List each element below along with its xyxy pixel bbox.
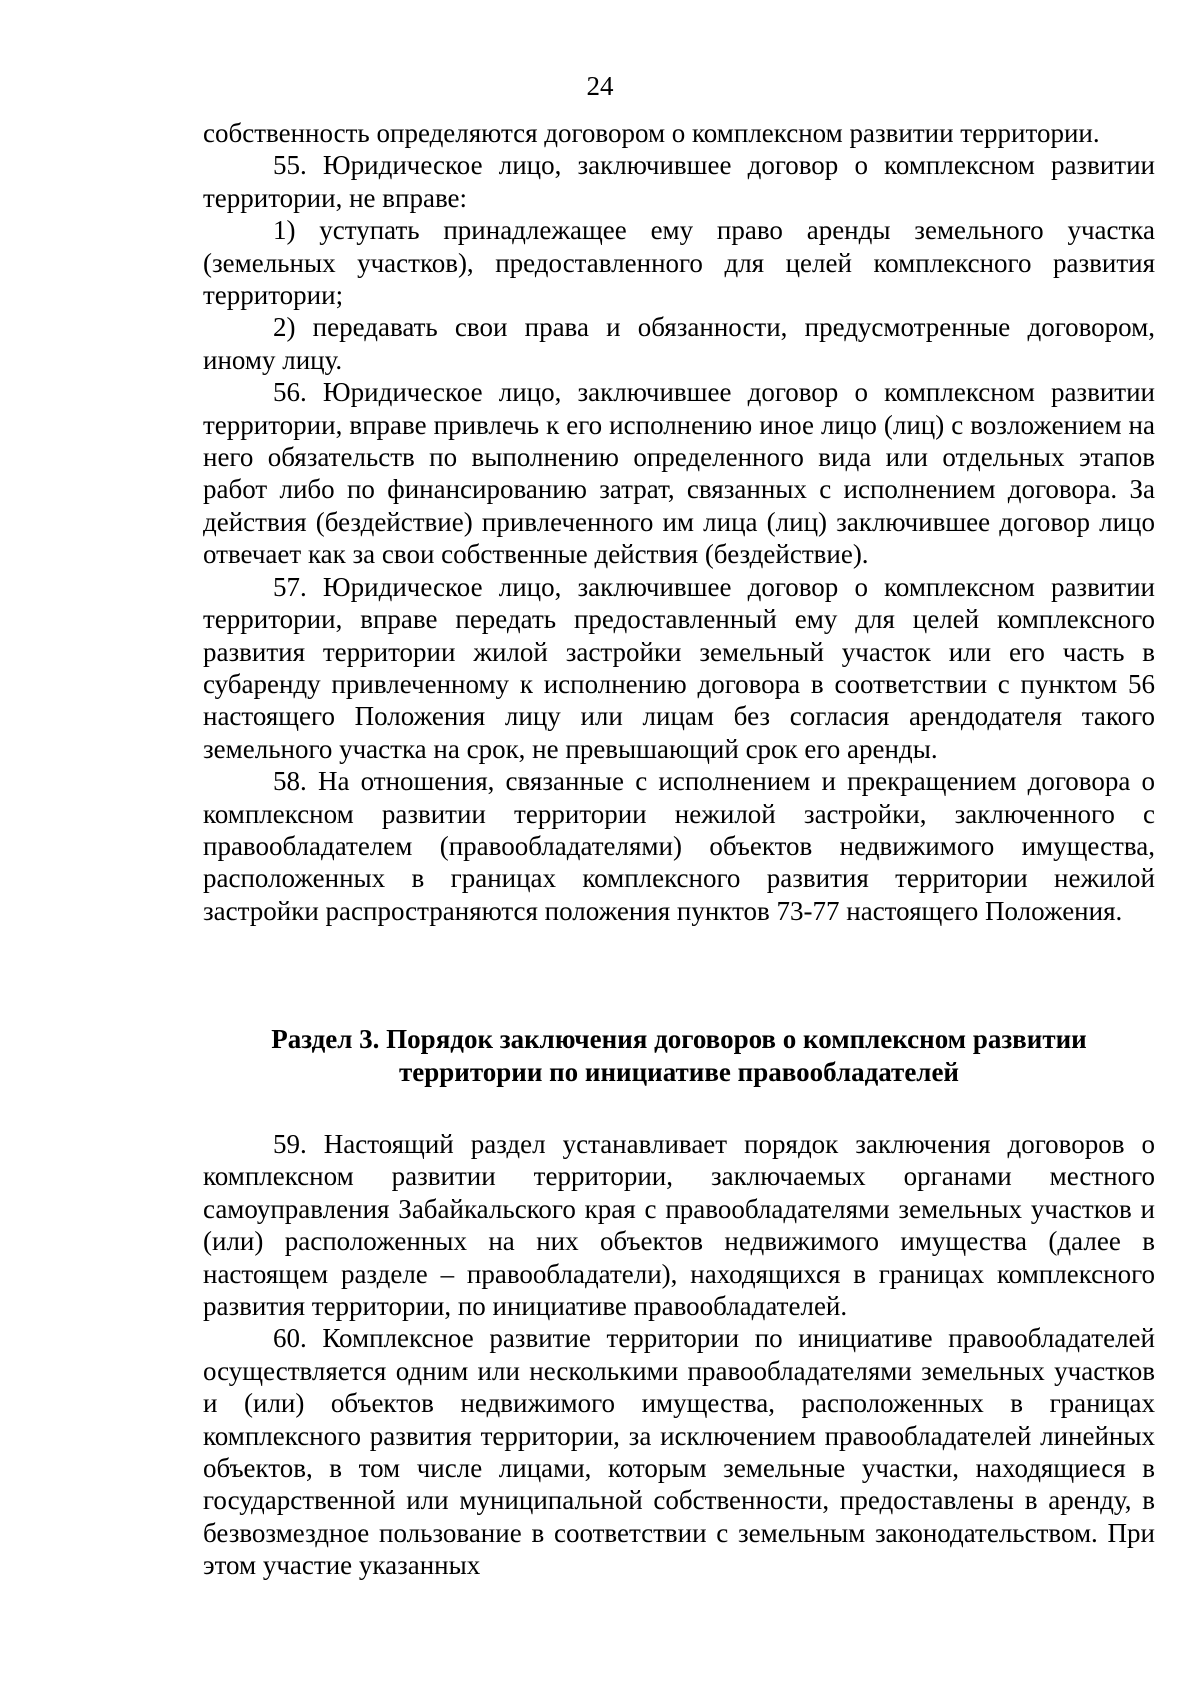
- paragraph-58: 58. На отношения, связанные с исполнением и прекращением договора о комплексном развитии территории нежилой застройки, заключенного с правообладателем (правообладателями) объектов недвижимого имущества, расположенных в границах комплексного развития территории нежилой застройки распространяются положения пунктов 73-77 настоящего Положения.: [203, 766, 1155, 926]
- body-text-top: [203, 117, 1155, 927]
- paragraph-55-item-1: 1) уступать принадлежащее ему право аренды земельного участка (земельных участков), предоставленного для целей комплексного развития территории;: [203, 215, 1155, 311]
- section-heading: [203, 1023, 1155, 1089]
- paragraph-57: 57. Юридическое лицо, заключившее договор о комплексном развитии территории, вправе передать предоставленный ему для целей комплексного развития территории жилой застройки земельный участок или его часть в субаренду привлеченному к исполнению договора в соответствии с пунктом 56 настоящего Положения лицу или лицам без согласия арендодателя такого земельного участка на срок, не превышающий срок его аренды.: [203, 571, 1155, 764]
- section-heading-line-1: Раздел 3. Порядок заключения договоров о комплексном развитии: [271, 1024, 1087, 1054]
- page-number: 24: [586, 71, 614, 101]
- paragraph-continuation: собственность определяются договором о комплексном развитии территории.: [203, 118, 1100, 148]
- paragraph-56: 56. Юридическое лицо, заключившее договор о комплексном развитии территории, вправе привлечь к его исполнению иное лицо (лиц) с возложением на него обязательств по выполнению определенного вида или отдельных этапов работ либо по финансированию затрат, связанных с исполнением договора. За действия (бездействие) привлеченного им лица (лиц) заключившее договор лицо отвечает как за свои собственные действия (бездействие).: [203, 377, 1155, 570]
- body-text-bottom: [203, 1128, 1155, 1582]
- paragraph-60: 60. Комплексное развитие территории по инициативе правообладателей осуществляется одним или несколькими правообладателями земельных участков и (или) объектов недвижимого имущества, расположенных в границах комплексного развития территории, за исключением правообладателей линейных объектов, в том числе лицами, которым земельные участки, находящиеся в государственной или муниципальной собственности, предоставлены в аренду, в безвозмездное пользование в соответствии с земельным законодательством. При этом участие указанных: [203, 1323, 1155, 1581]
- paragraph-55-item-2: 2) передавать свои права и обязанности, предусмотренные договором, иному лицу.: [203, 312, 1155, 375]
- section-heading-line-2: территории по инициативе правообладателей: [399, 1057, 959, 1087]
- paragraph-59: 59. Настоящий раздел устанавливает порядок заключения договоров о комплексном развитии территории, заключаемых органами местного самоуправления Забайкальского края с правообладателями земельных участков и (или) расположенных на них объектов недвижимого имущества (далее в настоящем разделе – правообладатели), находящихся в границах комплексного развития территории, по инициативе правообладателей.: [203, 1129, 1155, 1322]
- paragraph-55: 55. Юридическое лицо, заключившее договор о комплексном развитии территории, не вправе:: [203, 150, 1155, 213]
